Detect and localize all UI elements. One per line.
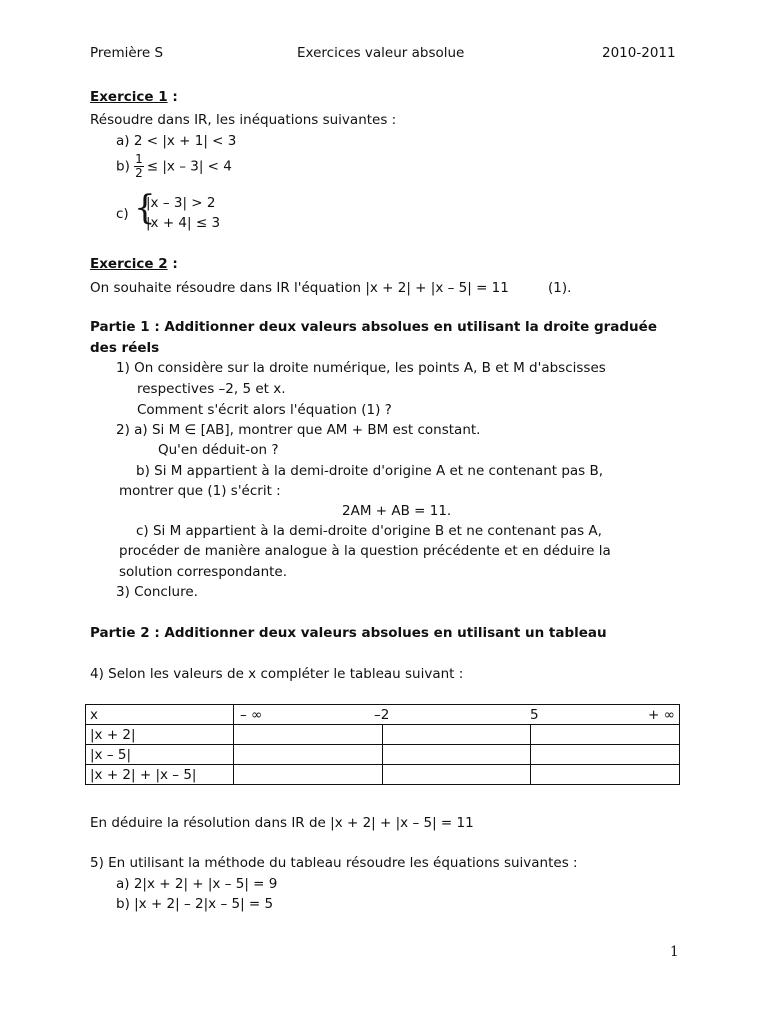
q3: 3) Conclure. — [116, 584, 198, 600]
header-center: Exercices valeur absolue — [297, 45, 465, 61]
ex1-c-line1: |x – 3| > 2 — [146, 195, 216, 211]
ex1-title: Exercice 1 — [90, 89, 168, 105]
table-header-row — [86, 705, 680, 725]
q2c-line3: solution correspondante. — [119, 564, 288, 580]
table-row-label: |x – 5| — [86, 745, 234, 765]
table-row-label: |x + 2| + |x – 5| — [86, 765, 234, 785]
table-cell — [234, 745, 383, 765]
table-header-values — [234, 705, 680, 725]
part1-title-line1: Partie 1 : Additionner deux valeurs absolues en utilisant la droite graduée — [90, 319, 657, 335]
q2b-equation: 2AM + AB = 11. — [342, 503, 452, 519]
q1-line3: Comment s'écrit alors l'équation (1) ? — [137, 402, 392, 418]
q5: 5) En utilisant la méthode du tableau résoudre les équations suivantes : — [90, 855, 578, 871]
ex1-heading — [90, 91, 178, 105]
q1-line1: 1) On considère sur la droite numérique, les points A, B et M d'abscisses — [116, 360, 606, 376]
q2b-line1: b) Si M appartient à la demi-droite d'origine A et ne contenant pas B, — [136, 463, 604, 479]
header-plus-infinity: + ∞ — [648, 707, 675, 723]
ex1-item-a: a) 2 < |x + 1| < 3 — [116, 133, 237, 149]
q4: 4) Selon les valeurs de x compléter le tableau suivant : — [90, 666, 464, 682]
table-cell — [383, 725, 531, 745]
q2c-line1: c) Si M appartient à la demi-droite d'origine B et ne contenant pas A, — [136, 523, 602, 539]
sign-table — [85, 704, 680, 785]
ex2-heading — [90, 258, 178, 272]
q1-line2: respectives –2, 5 et x. — [137, 381, 286, 397]
deduce-line: En déduire la résolution dans IR de |x + 2| + |x – 5| = 11 — [90, 815, 474, 831]
table-row-label: |x + 2| — [86, 725, 234, 745]
ex1-colon: : — [167, 89, 178, 105]
part1-title-line2: des réels — [90, 340, 160, 356]
ex2-title: Exercice 2 — [90, 256, 168, 272]
q2c-line2: procéder de manière analogue à la question précédente et en déduire la — [119, 543, 611, 559]
table-row — [86, 765, 680, 785]
ex2-eq-ref: (1). — [548, 280, 572, 296]
q2b-line2: montrer que (1) s'écrit : — [119, 483, 281, 499]
table-cell — [234, 765, 383, 785]
header-five: 5 — [530, 707, 539, 723]
table-cell — [531, 745, 680, 765]
header-minus-infinity: – ∞ — [240, 707, 263, 723]
table-row — [86, 745, 680, 765]
part2-title: Partie 2 : Additionner deux valeurs absolues en utilisant un tableau — [90, 625, 607, 641]
table-cell — [383, 745, 531, 765]
ex1-c-label: c) — [116, 206, 129, 222]
fraction-one-half — [134, 153, 144, 180]
fraction-denominator: 2 — [135, 166, 143, 180]
q5a: a) 2|x + 2| + |x – 5| = 9 — [116, 876, 278, 892]
header-right: 2010-2011 — [602, 45, 676, 61]
q2a-line1: 2) a) Si M ∈ [AB], montrer que AM + BM est constant. — [116, 422, 481, 438]
page-number: 1 — [670, 944, 679, 960]
system-brace: { — [134, 188, 156, 228]
ex1-b-label: b) — [116, 158, 130, 175]
table-cell — [531, 765, 680, 785]
header-left: Première S — [90, 45, 164, 61]
header-minus-two: –2 — [374, 707, 390, 723]
fraction-numerator: 1 — [135, 152, 143, 166]
table-cell — [234, 725, 383, 745]
table-cell — [531, 725, 680, 745]
table-cell — [383, 765, 531, 785]
table-row — [86, 725, 680, 745]
q2a-line2: Qu'en déduit-on ? — [158, 442, 279, 458]
ex1-c-line2: |x + 4| ≤ 3 — [146, 215, 221, 231]
ex2-intro: On souhaite résoudre dans IR l'équation |x + 2| + |x – 5| = 11 — [90, 280, 509, 296]
ex1-intro: Résoudre dans IR, les inéquations suivantes : — [90, 112, 397, 128]
ex1-item-b — [116, 153, 232, 180]
ex2-colon: : — [167, 256, 178, 272]
ex1-b-rest: ≤ |x – 3| < 4 — [146, 158, 232, 175]
table-header-x: x — [86, 705, 234, 725]
q5b: b) |x + 2| – 2|x – 5| = 5 — [116, 896, 274, 912]
